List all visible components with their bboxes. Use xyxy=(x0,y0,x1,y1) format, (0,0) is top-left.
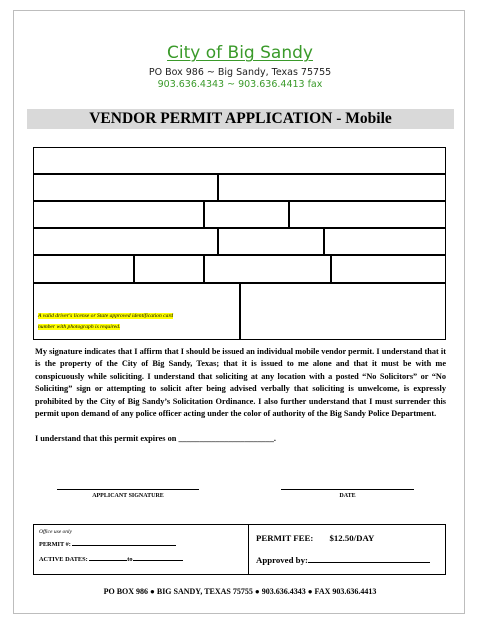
permit-number-line xyxy=(39,540,176,549)
field-row3-c[interactable] xyxy=(289,201,446,228)
permit-number-label: PERMIT #: xyxy=(39,541,71,548)
office-use-box xyxy=(33,524,446,575)
permit-fee-line xyxy=(256,533,374,544)
approved-by-field[interactable] xyxy=(308,555,430,563)
field-row4-b[interactable] xyxy=(218,228,324,255)
city-name: City of Big Sandy xyxy=(167,43,313,63)
expiration-line xyxy=(35,433,446,445)
active-dates-to: to xyxy=(127,556,133,563)
field-row5-b[interactable] xyxy=(134,255,204,283)
city-phones: 903.636.4343 ~ 903.636.4413 fax xyxy=(157,79,323,90)
permit-fee-value: $12.50/DAY xyxy=(329,533,375,543)
permit-fee-label: PERMIT FEE: xyxy=(256,533,314,543)
field-row2-a[interactable] xyxy=(33,174,218,201)
field-row5-a[interactable] xyxy=(33,255,134,283)
expiration-text: I understand that this permit expires on xyxy=(35,434,177,443)
field-row4-a[interactable] xyxy=(33,228,218,255)
field-photo-id-area[interactable] xyxy=(240,283,446,340)
date-label: DATE xyxy=(339,493,356,499)
form-title: VENDOR PERMIT APPLICATION - Mobile xyxy=(27,109,454,129)
field-row1-a[interactable] xyxy=(33,147,446,174)
office-divider xyxy=(248,525,249,574)
active-dates-end[interactable] xyxy=(133,555,183,561)
field-row4-c[interactable] xyxy=(324,228,446,255)
approved-by-line xyxy=(256,555,430,566)
field-row5-c[interactable] xyxy=(204,255,331,283)
applicant-signature-line[interactable] xyxy=(57,489,199,490)
field-row5-d[interactable] xyxy=(331,255,446,283)
permit-number-field[interactable] xyxy=(72,540,176,546)
footer-contact: PO BOX 986 ● BIG SANDY, TEXAS 75755 ● 903.636.4343 ● FAX 903.636.4413 xyxy=(103,587,377,596)
id-requirement-note: A valid driver's license or State approved identification card number with photograph is required. xyxy=(38,313,174,330)
approved-by-label: Approved by: xyxy=(256,555,308,565)
affirmation-statement: My signature indicates that I affirm that I should be issued an individual mobile vendor permit. I understand that it is the property of the City of Big Sandy, Texas; that it is issued to me alone and that it must be with me conspicuously while soliciting. I understand that soliciting at any location with a posted “No Solicitors” or “No Soliciting” sign or attempting to solicit after being advised verbally that soliciting is unwelcome, is expressly prohibited by the City of Big Sandy’s Solicitation Ordinance. I also further understand that I must surrender this permit upon demand of any police officer acting under the color of authority of the Big Sandy Police Department. xyxy=(35,347,446,419)
active-dates-label: ACTIVE DATES: xyxy=(39,556,88,563)
city-address: PO Box 986 ~ Big Sandy, Texas 75755 xyxy=(148,67,332,78)
field-row2-b[interactable] xyxy=(218,174,446,201)
applicant-info-grid xyxy=(33,147,446,340)
field-drivers-license[interactable] xyxy=(33,283,240,340)
applicant-signature-label: APPLICANT SIGNATURE xyxy=(92,493,164,499)
active-dates-line xyxy=(39,555,183,564)
active-dates-start[interactable] xyxy=(89,555,127,561)
office-use-heading: Office use only xyxy=(39,529,72,535)
date-line[interactable] xyxy=(281,489,414,490)
field-row3-a[interactable] xyxy=(33,201,204,228)
expiration-blank[interactable]: _______________________. xyxy=(178,434,276,443)
field-row3-b[interactable] xyxy=(204,201,289,228)
